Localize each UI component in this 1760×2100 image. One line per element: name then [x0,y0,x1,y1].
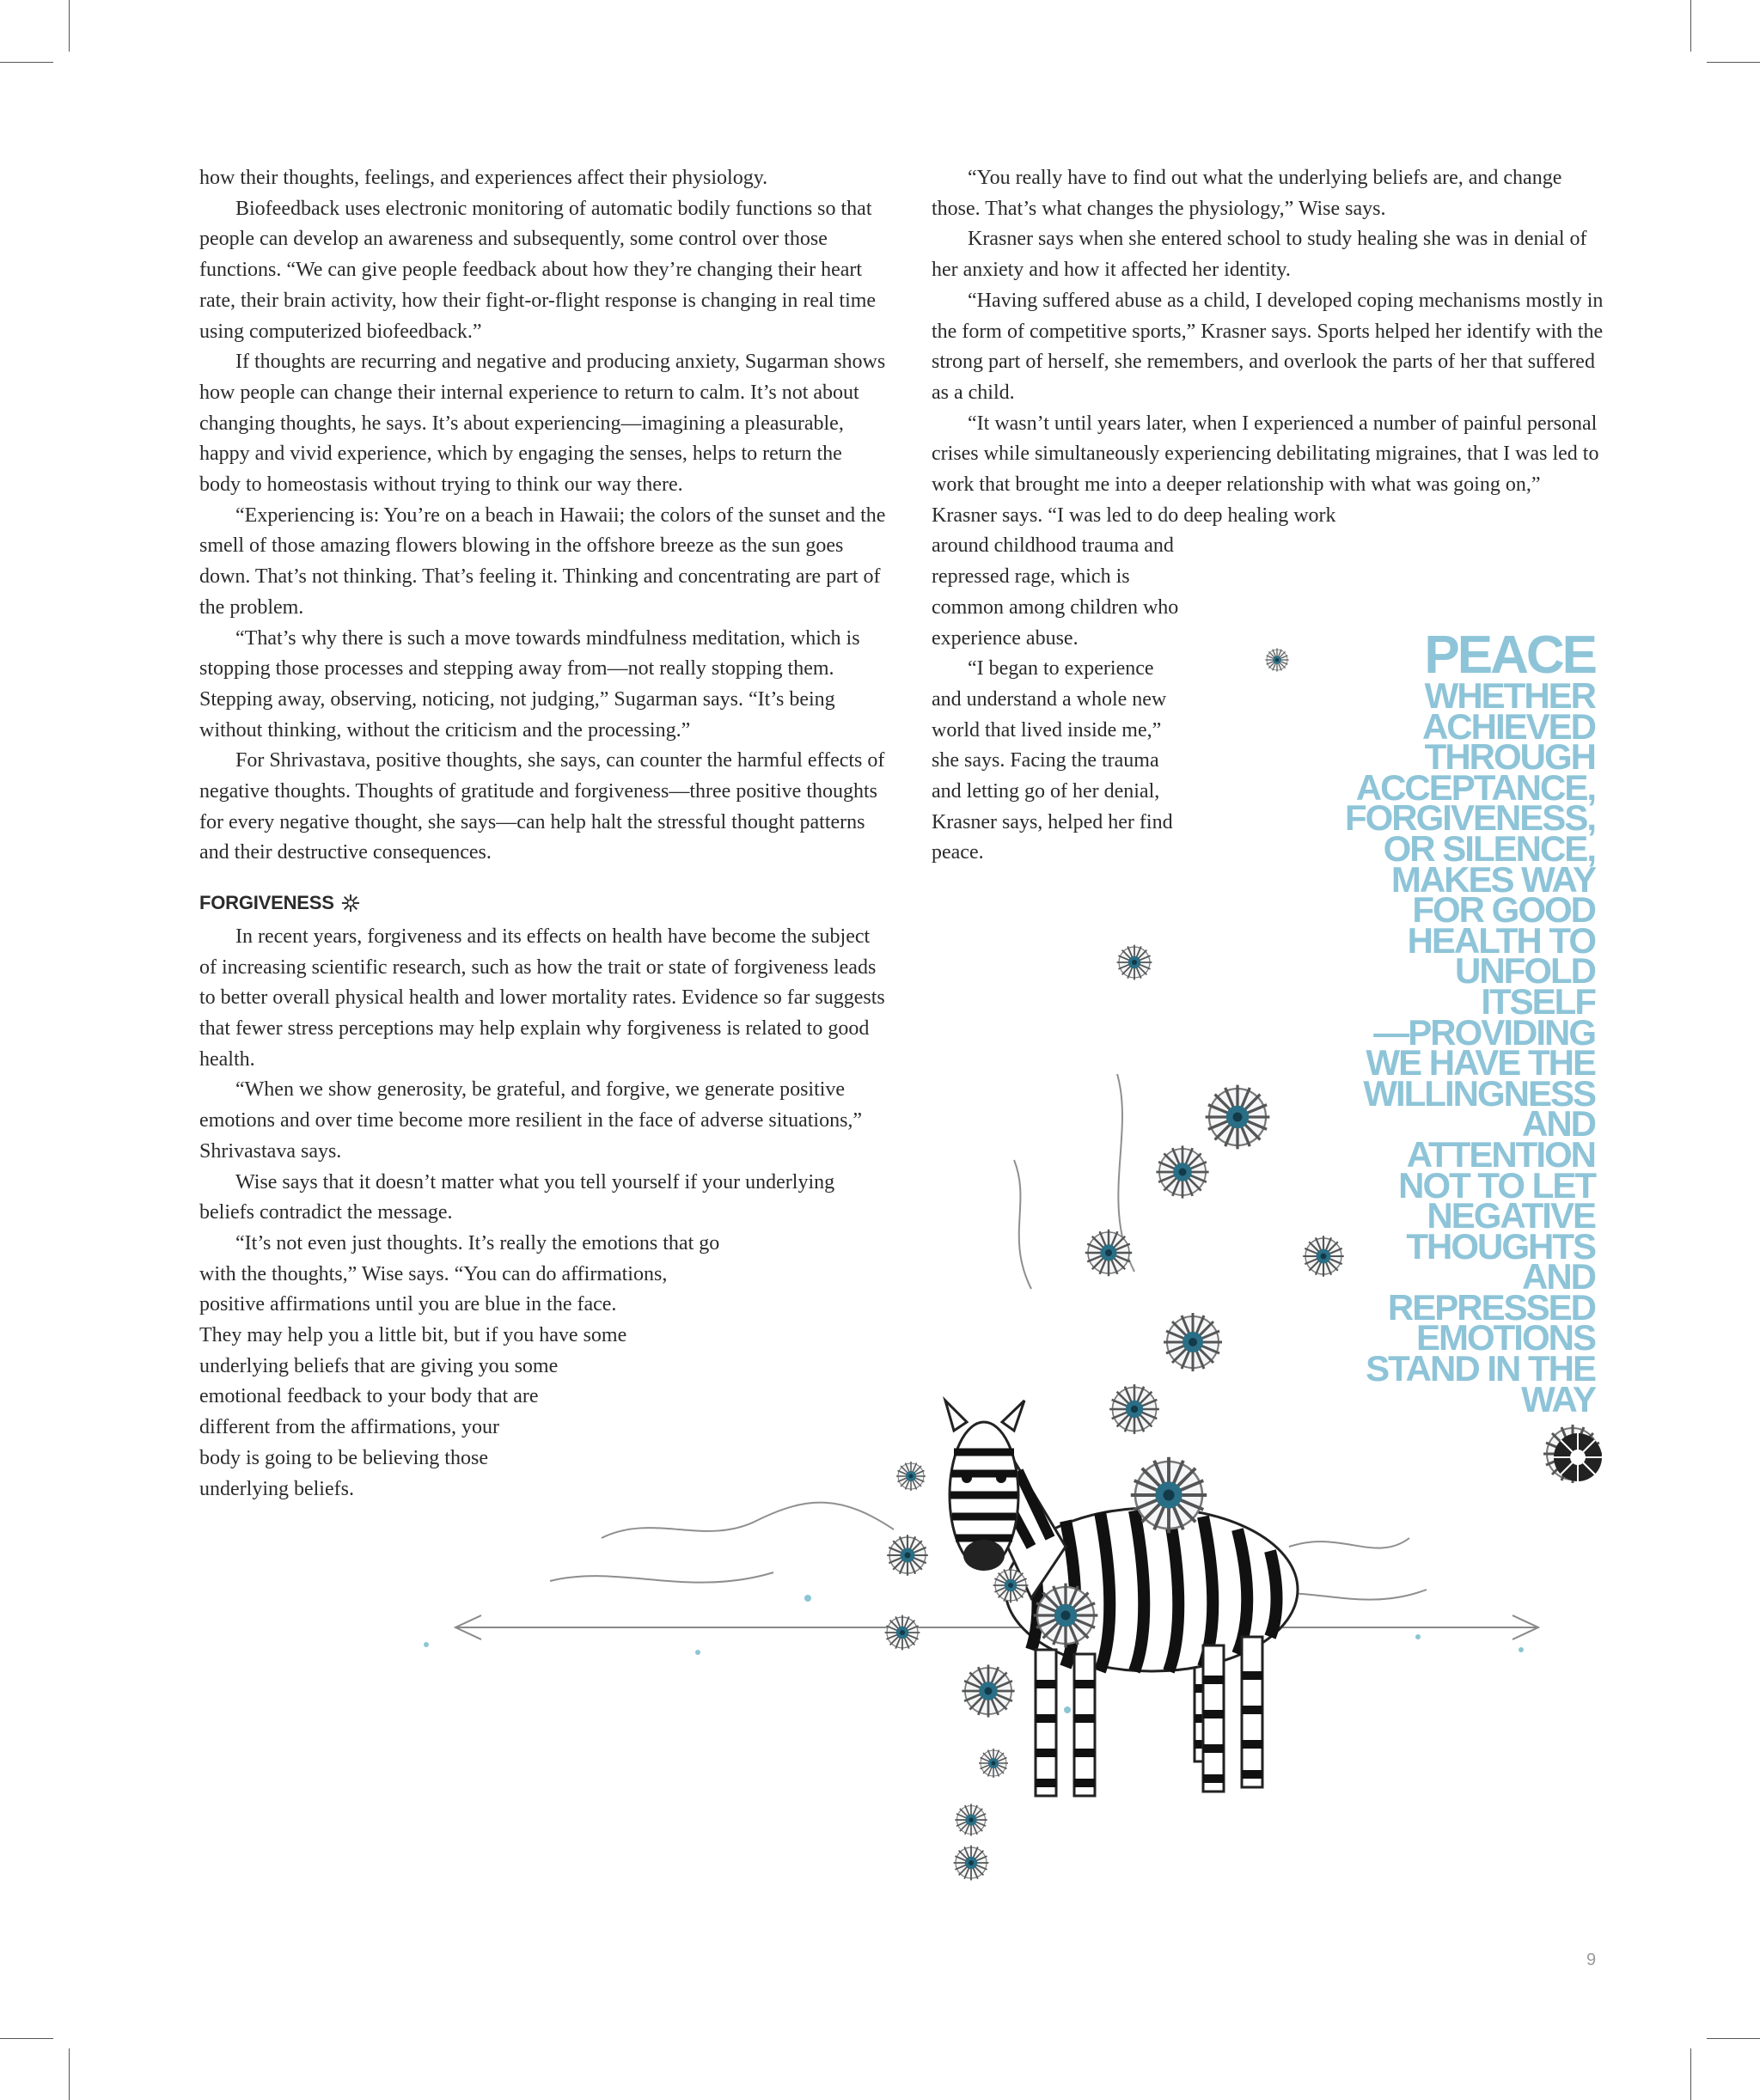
paragraph: For Shrivastava, positive thoughts, she says, can counter the harmful effects of negative thoughts. Thoughts of gratitude and forgiveness—three positive thoughts for every negative thought, she says—can help halt the stressful thought patterns and their destructive consequences. [199,749,885,864]
paragraph: “That’s why there is such a move towards mindfulness meditation, which is stopping those processes and stepping away from—not really stopping them. Stepping away, observing, noticing, not judging,” Sugarman says. “It’s being without thinking, without the criticism and the processing.” [199,626,860,742]
flower-icon [341,894,360,913]
pull-quote-line: UNFOLD [1455,950,1595,992]
page-number: 9 [1586,1950,1597,1969]
paragraph-line: body is going to be believing those [199,1446,488,1469]
left-column [199,163,887,1505]
pull-quote-body [1062,675,1595,1419]
section-heading-text: FORGIVENESS [199,892,334,914]
paragraph: “When we show generosity, be grateful, and forgive, we generate positive emotions and over time become more resilient in the face of adverse situations,” Shrivastava says. [199,1078,863,1163]
pull-quote-line: NOT TO LET [1398,1164,1595,1206]
paragraph-line: They may help you a little bit, but if you have some [199,1324,627,1347]
pull-quote-line: AND [1522,1103,1595,1145]
paragraph: Biofeedback uses electronic monitoring of automatic bodily functions so that people can develop an awareness and subsequently, some control over those functions. “We can give people feedback about how they’re changing their heart rate, their brain activity, how their fight-or-flight response is changing in real time using computerized biofeedback.” [199,197,877,343]
pull-quote-line: OR SILENCE, [1383,827,1595,869]
paragraph: how their thoughts, feelings, and experiences affect their physiology. [199,167,768,189]
pull-quote-line: STAND IN THE [1366,1348,1595,1389]
paragraph: around childhood trauma and repressed rage, which is common among children who experience abuse. [932,534,1179,650]
paragraph: Krasner says when she entered school to study healing she was in denial of her anxiety and how it affected her identity. [932,228,1587,282]
paragraph: “I began to experience and understand a whole new world that lived inside me,” she says. Facing the trauma and letting go of her denial, Krasner says, helped her find peace. [932,657,1173,864]
section-heading [199,888,887,919]
paragraph: “You really have to find out what the underlying beliefs are, and change those. That’s what changes the physiology,” Wise says. [932,167,1562,220]
pull-quote-line: FOR GOOD [1412,889,1595,931]
pull-quote-line: WAY [1521,1378,1595,1419]
pull-quote-line: AND [1522,1256,1595,1297]
paragraph-line: with the thoughts,” Wise says. “You can do affirmations, [199,1262,668,1285]
paragraph-line: emotional feedback to your body that are [199,1385,539,1408]
pull-quote-line: ITSELF [1481,980,1595,1022]
pull-quote-line: WE HAVE THE [1366,1042,1595,1084]
pull-quote-line: WHETHER [1424,675,1595,716]
pull-quote-line: REPRESSED [1387,1286,1595,1328]
paragraph-line: different from the affirmations, your [199,1416,500,1439]
pull-quote-line: ACCEPTANCE, [1355,766,1595,808]
flower-icon [1550,1430,1605,1485]
zebra [945,1401,1298,1796]
paragraph: “Experiencing is: You’re on a beach in Hawaii; the colors of the sunset and the smell of those amazing flowers blowing in the offshore breeze as the sun goes down. That’s not thinking. That’s feeling it. Thinking and concentrating are part of the problem. [199,504,886,619]
paragraph: Wise says that it doesn’t matter what you tell yourself if your underlying beliefs contradict the message. [199,1170,835,1224]
pull-quote-line: THROUGH [1424,736,1595,778]
paragraph [199,1229,887,1505]
pull-quote-line: MAKES WAY [1390,858,1595,900]
pull-quote-line: WILLINGNESS [1363,1072,1595,1114]
pull-quote-line: THOUGHTS [1406,1225,1595,1267]
paragraph: In recent years, forgiveness and its effects on health have become the subject of increasing scientific research, such as how the trait or state of forgiveness leads to better overall physical health and lower mortality rates. Evidence so far suggests that fewer stress perceptions may help explain why forgiveness is related to good health. [199,925,885,1071]
pull-quote [1062,626,1595,1419]
paragraph-line: underlying beliefs. [199,1477,354,1500]
pull-quote-line: FORGIVENESS, [1344,797,1595,839]
paragraph-line: “It’s not even just thoughts. It’s really the emotions that go [235,1231,720,1255]
pull-quote-line: NEGATIVE [1427,1195,1595,1236]
paragraph-line: positive affirmations until you are blue in the face. [199,1293,617,1316]
pull-quote-lead: PEACE [1424,626,1595,685]
arrow-line [455,1615,1538,1639]
pull-quote-line: EMOTIONS [1415,1317,1595,1358]
paragraph-line: underlying beliefs that are giving you some [199,1354,559,1377]
paragraph: “Having suffered abuse as a child, I developed coping mechanisms mostly in the form of competitive sports,” Krasner says. Sports helped her identify with the strong part of herself, she remembers, and overlook the parts of her that suffered as a child. [932,289,1604,404]
pull-quote-line: —PROVIDING [1373,1011,1595,1053]
pull-quote-line: ATTENTION [1406,1133,1595,1175]
pull-quote-line: HEALTH TO [1407,919,1595,961]
pull-quote-line: ACHIEVED [1421,705,1595,747]
paragraph: If thoughts are recurring and negative and producing anxiety, Sugarman shows how people can change their internal experience to return to calm. It’s not about changing thoughts, he says. It’s about experiencing—imagining a pleasurable, happy and vivid experience, which by engaging the senses, helps to return the body to homeostasis without trying to think our way there. [199,351,886,497]
paragraph: “It wasn’t until years later, when I experienced a number of painful personal crises while simultaneously experiencing debilitating migraines, that I was led to work that brought me into a deeper relationship with what was going on,” Krasner says. “I was led to do deep healing work [932,412,1599,527]
